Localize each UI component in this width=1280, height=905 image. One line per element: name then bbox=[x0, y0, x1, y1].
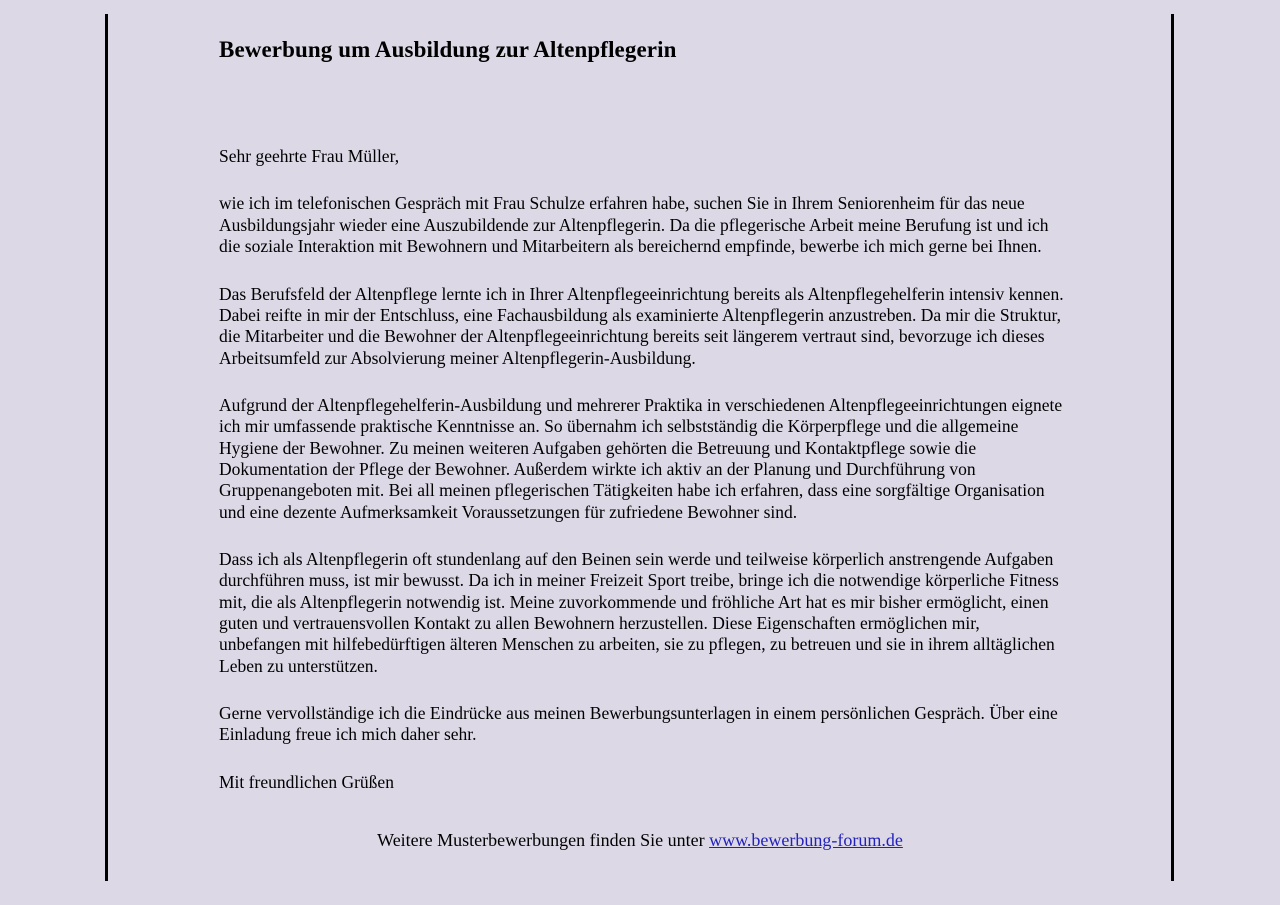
footer-text: Weitere Musterbewerbungen finden Sie unter bbox=[377, 830, 710, 850]
footer bbox=[0, 830, 1280, 851]
salutation: Sehr geehrte Frau Müller, bbox=[219, 145, 400, 166]
closing-line: Mit freundlichen Grüßen bbox=[219, 771, 394, 792]
paragraph-1: wie ich im telefonischen Gespräch mit Frau Schulze erfahren habe, suchen Sie in Ihrem Seniorenheim für das neue Ausbildungsjahr wieder eine Auszubildende zur Altenpflegerin. Da die pflegerische Arbeit meine Berufung ist und ich die soziale Interaktion mit Bewohnern und Mitarbeitern als bereichernd empfinde, bewerbe ich mich gerne bei Ihnen. bbox=[219, 193, 1049, 257]
paragraph-4: Dass ich als Altenpflegerin oft stundenlang auf den Beinen sein werde und teilweise körperlich anstrengende Aufgaben durchführen muss, ist mir bewusst. Da ich in meiner Freizeit Sport treibe, bringe ich die notwendige körperliche Fitness mit, die als Altenpflegerin notwendig ist. Meine zuvorkommende und fröhliche Art hat es mir bisher ermöglicht, einen guten und vertrauensvollen Kontakt zu allen Bewohnern herzustellen. Diese Eigenschaften ermöglichen mir, unbefangen mit hilfebedürftigen älteren Menschen zu arbeiten, sie zu pflegen, zu betreuen und sie in ihrem alltäglichen Leben zu unterstützen. bbox=[219, 548, 1059, 676]
right-margin-rule bbox=[1171, 14, 1174, 881]
footer-link[interactable]: www.bewerbung-forum.de bbox=[709, 830, 903, 850]
left-margin-rule bbox=[105, 14, 108, 881]
paragraph-5: Gerne vervollständige ich die Eindrücke aus meinen Bewerbungsunterlagen in einem persönlichen Gespräch. Über eine Einladung freue ich mich daher sehr. bbox=[219, 703, 1058, 745]
page-title: Bewerbung um Ausbildung zur Altenpflegerin bbox=[219, 37, 677, 62]
paragraph-2: Das Berufsfeld der Altenpflege lernte ich in Ihrer Altenpflegeeinrichtung bereits als Altenpflegehelferin intensiv kennen. Dabei reifte in mir der Entschluss, eine Fachausbildung als examinierte Altenpflegerin anzustreben. Da mir die Struktur, die Mitarbeiter und die Bewohner der Altenpflegeeinrichtung bereits seit längerem vertraut sind, bevorzuge ich dieses Arbeitsumfeld zur Absolvierung meiner Altenpflegerin-Ausbildung. bbox=[219, 283, 1064, 368]
paragraph-3: Aufgrund der Altenpflegehelferin-Ausbildung und mehrerer Praktika in verschiedenen Altenpflegeeinrichtungen eignete ich mir umfassende praktische Kenntnisse an. So übernahm ich selbstständig die Körperpflege und die allgemeine Hygiene der Bewohner. Zu meinen weiteren Aufgaben gehörten die Betreuung und Kontaktpflege sowie die Dokumentation der Pflege der Bewohner. Außerdem wirkte ich aktiv an der Planung und Durchführung von Gruppenangeboten mit. Bei all meinen pflegerischen Tätigkeiten habe ich erfahren, dass eine sorgfältige Organisation und eine dezente Aufmerksamkeit Voraussetzungen für zufriedene Bewohner sind. bbox=[219, 394, 1063, 522]
letter-body bbox=[219, 36, 1065, 811]
